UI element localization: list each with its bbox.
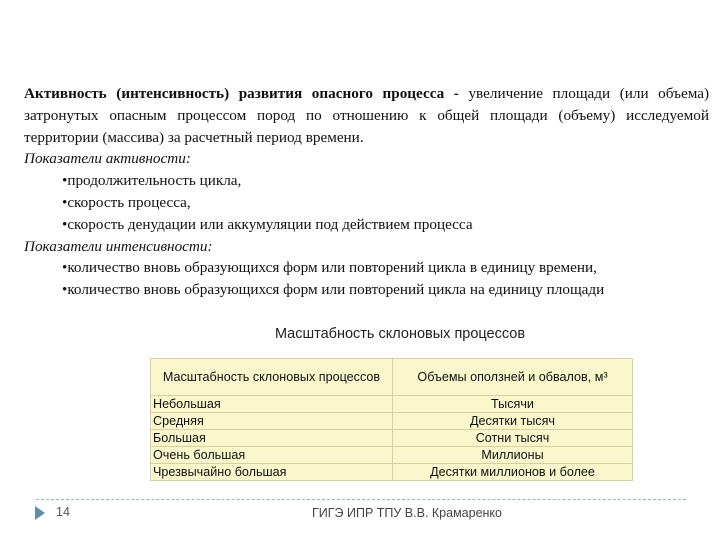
- intensity-item: •количество вновь образующихся форм или повторений цикла на единицу площади: [62, 281, 605, 299]
- activity-item: •скорость денудации или аккумуляции под действием процесса: [62, 215, 473, 233]
- arrow-right-icon: [35, 506, 45, 520]
- scale-table: [150, 358, 633, 481]
- page-number: 14: [56, 505, 70, 519]
- volume-cell: Миллионы: [393, 447, 633, 464]
- activity-heading: Показатели активности:: [24, 150, 191, 168]
- scale-cell: Большая: [151, 430, 393, 447]
- table-row: [151, 430, 633, 447]
- scale-cell: Небольшая: [151, 396, 393, 413]
- table-caption: Масштабность склоновых процессов: [274, 326, 526, 342]
- activity-item: •продолжительность цикла,: [62, 172, 242, 190]
- table-row: [151, 447, 633, 464]
- header-cell-volume: Объемы оползней и обвалов, м³: [393, 359, 633, 396]
- definition-paragraph: [24, 83, 709, 148]
- activity-item: •скорость процесса,: [62, 193, 191, 211]
- table-header-row: [151, 359, 633, 396]
- footer-text: ГИГЭ ИПР ТПУ В.В. Крамаренко: [312, 506, 502, 520]
- main-text: [24, 83, 709, 301]
- table-row: [151, 396, 633, 413]
- scale-cell: Средняя: [151, 413, 393, 430]
- volume-cell: Тысячи: [393, 396, 633, 413]
- intensity-heading: Показатели интенсивности:: [24, 237, 213, 255]
- definition-term: Активность (интенсивность) развития опасного процесса -: [24, 85, 459, 102]
- scale-cell: Чрезвычайно большая: [151, 464, 393, 481]
- footer-divider: [36, 499, 686, 500]
- intensity-item: •количество вновь образующихся форм или повторений цикла в единицу времени,: [62, 259, 597, 277]
- volume-cell: Десятки миллионов и более: [393, 464, 633, 481]
- header-cell-scale: Масштабность склоновых процессов: [151, 359, 393, 396]
- definition-text: увеличение площади (или объема) затронутых опасным процессом пород по отношению к общей площади (объему) исследуемой территории (массива) за расчетный период времени.: [24, 85, 709, 146]
- scale-cell: Очень большая: [151, 447, 393, 464]
- volume-cell: Сотни тысяч: [393, 430, 633, 447]
- table-row: [151, 413, 633, 430]
- volume-cell: Десятки тысяч: [393, 413, 633, 430]
- table-row: [151, 464, 633, 481]
